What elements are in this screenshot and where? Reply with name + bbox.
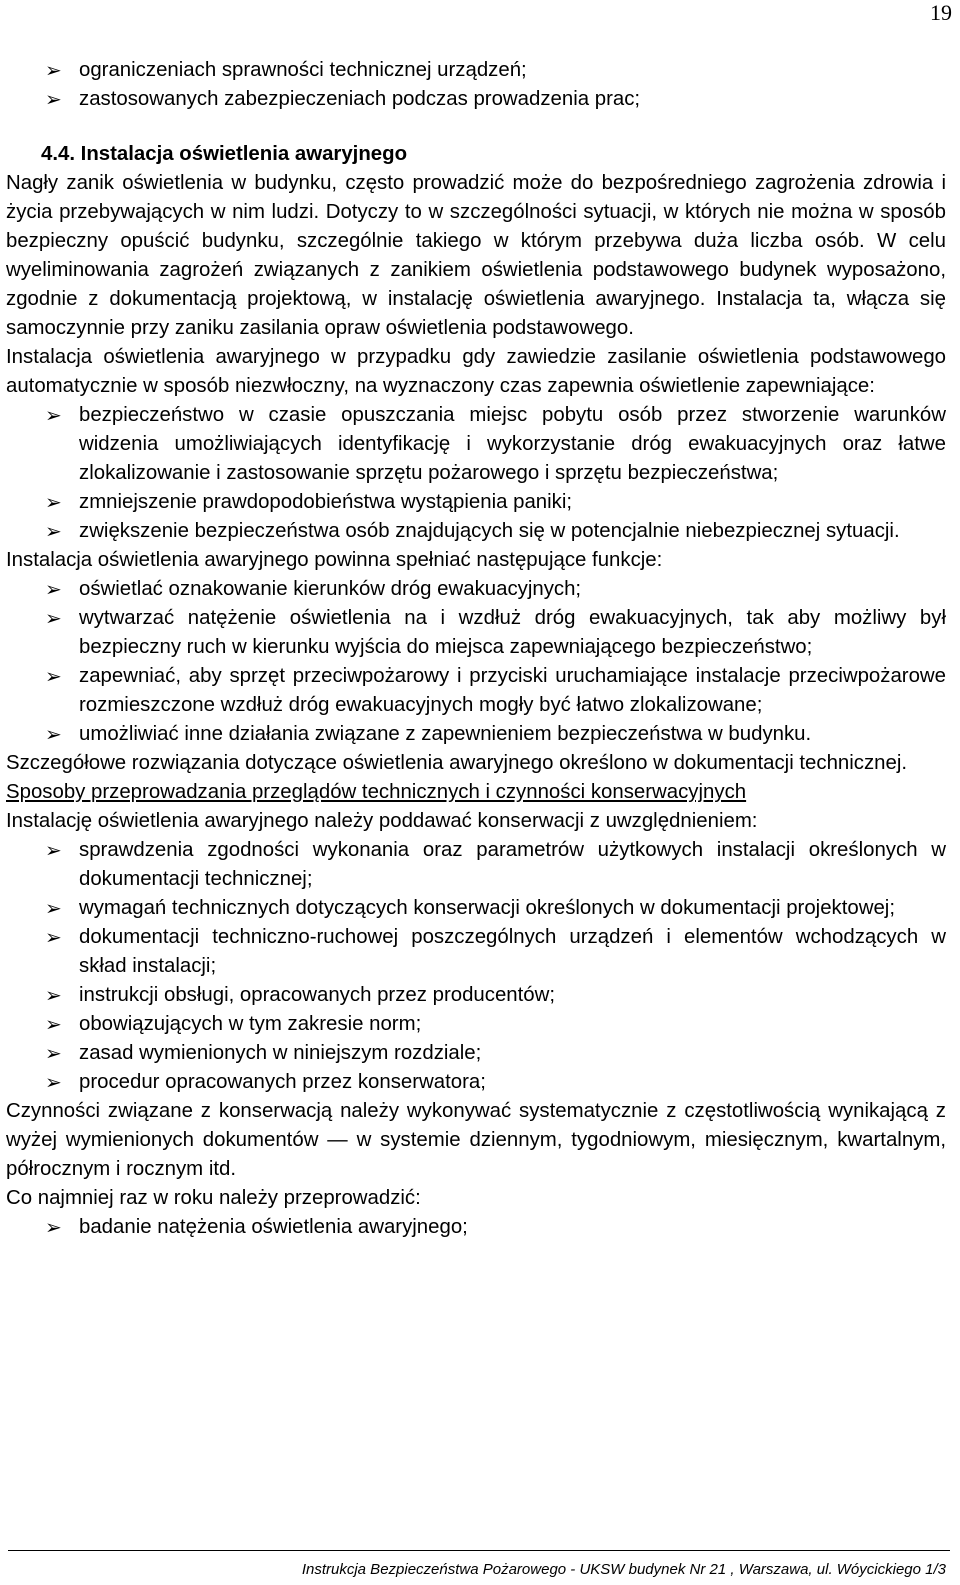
functions-list: [6, 575, 946, 749]
list-item: ➢ oświetlać oznakowanie kierunków dróg ewakuacyjnych;: [6, 575, 946, 604]
footer-divider: [8, 1550, 950, 1551]
section-heading: 4.4. Instalacja oświetlenia awaryjnego: [41, 143, 408, 165]
page-number: 19: [930, 0, 952, 25]
arrow-bullet-icon: ➢: [45, 577, 62, 601]
arrow-bullet-icon: ➢: [45, 519, 62, 543]
document-body: [6, 56, 946, 1242]
arrow-bullet-icon: ➢: [45, 58, 62, 82]
paragraph-annual: Co najmniej raz w roku należy przeprowadzić:: [6, 1187, 421, 1209]
arrow-bullet-icon: ➢: [45, 1012, 62, 1036]
list-item: ➢ umożliwiać inne działania związane z zapewnieniem bezpieczeństwa w budynku.: [6, 720, 946, 749]
arrow-bullet-icon: ➢: [45, 1041, 62, 1065]
list-item: ➢ zasad wymienionych w niniejszym rozdziale;: [6, 1039, 946, 1068]
paragraph-functions: Instalacja oświetlenia awaryjnego powinna spełniać następujące funkcje:: [6, 549, 663, 571]
list-item: ➢ wytwarzać natężenie oświetlenia na i wzdłuż dróg ewakuacyjnych, tak aby możliwy był bezpieczny ruch w kierunku wyjścia do miejsca zapewniającego bezpieczeństwo;: [45, 606, 946, 658]
arrow-bullet-icon: ➢: [45, 983, 62, 1007]
list-item: ➢ wymagań technicznych dotyczących konserwacji określonych w dokumentacji projektowej;: [6, 894, 946, 923]
list-item: ➢ badanie natężenia oświetlenia awaryjnego;: [6, 1213, 946, 1242]
list-item: ➢ zapewniać, aby sprzęt przeciwpożarowy i przyciski uruchamiające instalacje przeciwpożarowe rozmieszczone wzdłuż dróg ewakuacyjnych mogły być łatwo zlokalizowane;: [45, 664, 946, 716]
arrow-bullet-icon: ➢: [45, 1070, 62, 1094]
paragraph-maintenance: Instalację oświetlenia awaryjnego należy poddawać konserwacji z uwzględnieniem:: [6, 810, 758, 832]
annual-list: [6, 1213, 946, 1242]
paragraph-frequency: Czynności związane z konserwacją należy wykonywać systematycznie z częstotliwością wynikającą z wyżej wymienionych dokumentów — w systemie dziennym, tygodniowym, miesięcznym, kwartalnym, półrocznym i rocznym itd.: [6, 1100, 946, 1180]
arrow-bullet-icon: ➢: [45, 490, 62, 514]
list-item: ➢ obowiązujących w tym zakresie norm;: [6, 1010, 946, 1039]
list-item: ➢ instrukcji obsługi, opracowanych przez producentów;: [6, 981, 946, 1010]
list-item: ➢ sprawdzenia zgodności wykonania oraz parametrów użytkowych instalacji określonych w dokumentacji technicznej;: [45, 838, 946, 890]
list-item: ➢ ograniczeniach sprawności technicznej urządzeń;: [6, 56, 946, 85]
arrow-bullet-icon: ➢: [45, 838, 62, 862]
arrow-bullet-icon: ➢: [45, 896, 62, 920]
footer-text: Instrukcja Bezpieczeństwa Pożarowego - UKSW budynek Nr 21 , Warszawa, ul. Wóycickiego 1/3: [301, 1561, 946, 1578]
provides-list: [6, 401, 946, 546]
arrow-bullet-icon: ➢: [45, 925, 62, 949]
arrow-bullet-icon: ➢: [45, 403, 62, 427]
intro-list: [6, 56, 946, 114]
list-item: ➢ bezpieczeństwo w czasie opuszczania miejsc pobytu osób przez stworzenie warunków widzenia umożliwiających identyfikację i wykorzystanie dróg ewakuacyjnych oraz łatwe zlokalizowanie i zastosowanie sprzętu pożarowego i sprzętu bezpieczeństwa;: [45, 403, 946, 484]
arrow-bullet-icon: ➢: [45, 1215, 62, 1239]
arrow-bullet-icon: ➢: [45, 606, 62, 630]
subheading-inspections: Sposoby przeprowadzania przeglądów technicznych i czynności konserwacyjnych: [6, 781, 747, 803]
list-item: ➢ zastosowanych zabezpieczeniach podczas prowadzenia prac;: [6, 85, 946, 114]
list-item: ➢ procedur opracowanych przez konserwatora;: [6, 1068, 946, 1097]
maintenance-list: [6, 836, 946, 1097]
list-item: ➢ zwiększenie bezpieczeństwa osób znajdujących się w potencjalnie niebezpiecznej sytuacji.: [6, 517, 946, 546]
list-item: ➢ dokumentacji techniczno-ruchowej poszczególnych urządzeń i elementów wchodzących w skład instalacji;: [45, 925, 946, 977]
arrow-bullet-icon: ➢: [45, 87, 62, 111]
paragraph-details: Szczegółowe rozwiązania dotyczące oświetlenia awaryjnego określono w dokumentacji technicznej.: [6, 752, 908, 774]
arrow-bullet-icon: ➢: [45, 722, 62, 746]
paragraph-emergency-function: Instalacja oświetlenia awaryjnego w przypadku gdy zawiedzie zasilanie oświetlenia podstawowego automatycznie w sposób niezwłoczny, na wyznaczony czas zapewnia oświetlenie zapewniające:: [6, 346, 946, 397]
list-item: ➢ zmniejszenie prawdopodobieństwa wystąpienia paniki;: [6, 488, 946, 517]
arrow-bullet-icon: ➢: [45, 664, 62, 688]
paragraph-intro: Nagły zanik oświetlenia w budynku, często prowadzić może do bezpośredniego zagrożenia zdrowia i życia przebywających w nim ludzi. Dotyczy to w szczególności sytuacji, w których nie można w sposób bezpieczny opuścić budynku, szczególnie takiego w którym przebywa duża liczba osób. W celu wyeliminowania zagrożeń związanych z zanikiem oświetlenia podstawowego budynek wyposażono, zgodnie z dokumentacją projektową, w instalację oświetlenia awaryjnego. Instalacja ta, włącza się samoczynnie przy zaniku zasilania opraw oświetlenia podstawowego.: [6, 172, 946, 339]
